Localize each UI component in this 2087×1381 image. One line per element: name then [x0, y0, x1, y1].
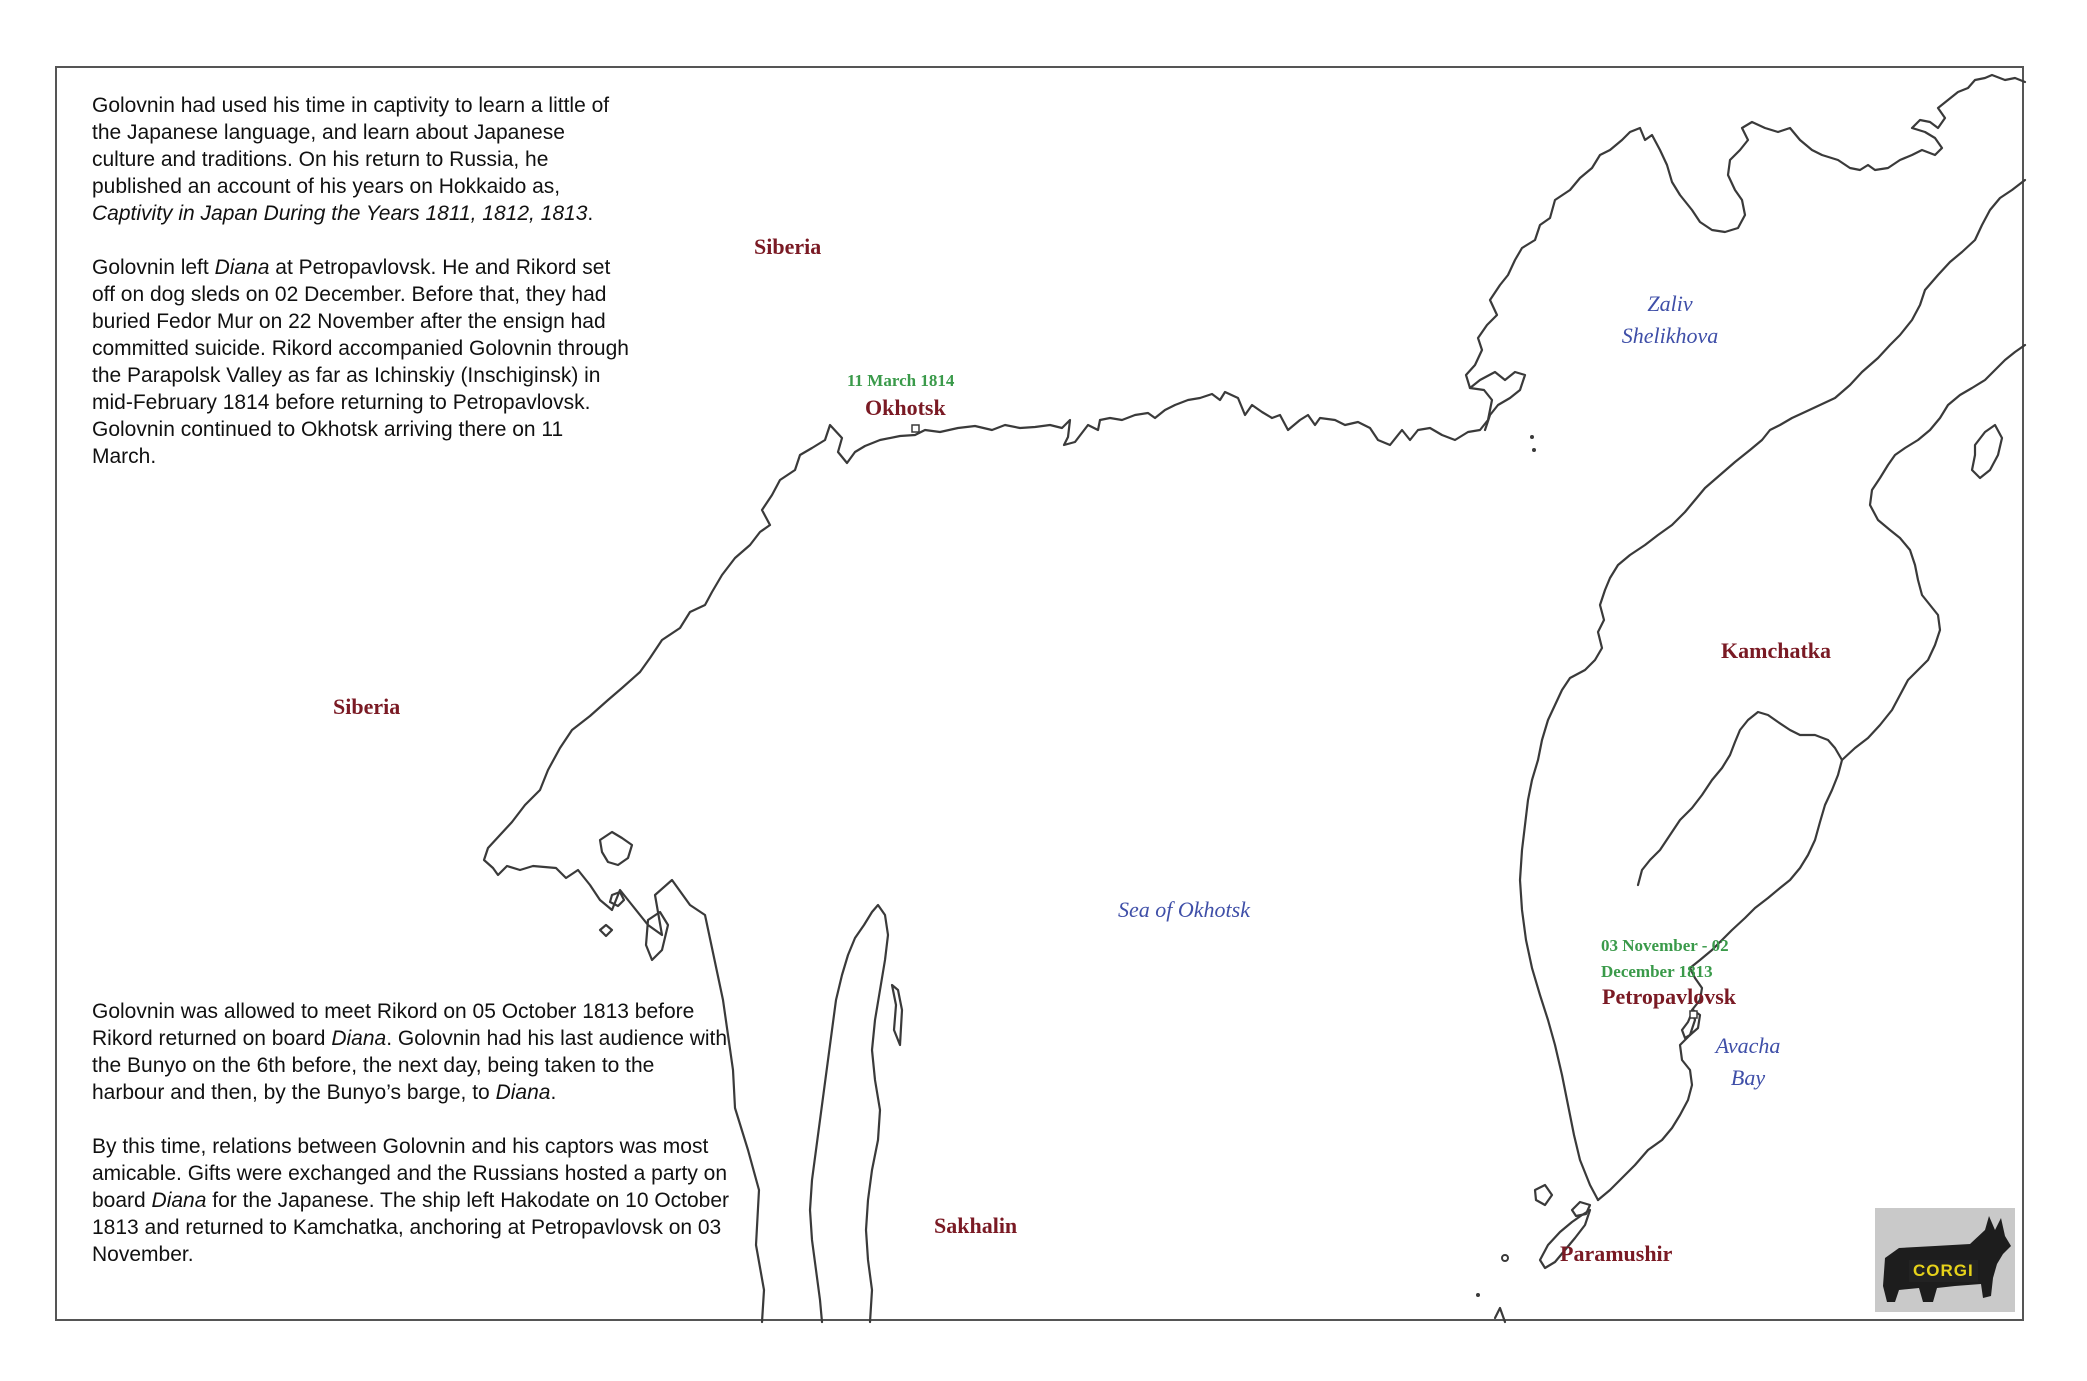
- paragraph-relations: By this time, relations between Golovnin and his captors was most amicable. Gifts were exchanged and the Russians hosted a party on board Diana for the Japanese. The ship left Hakodate on 10 October 1813 and returned to Kamchatka, anchoring at Petropavlovsk on 03 November.: [92, 1135, 730, 1266]
- small-island-2: [600, 925, 612, 936]
- narrative-bottom: [92, 998, 732, 1295]
- shumshu-island: [1572, 1202, 1590, 1216]
- kuril-island-2: [1495, 1308, 1505, 1322]
- label-kamchatka: Kamchatka: [1721, 638, 1831, 663]
- label-zaliv-shelikhova: Zaliv Shelikhova: [1621, 291, 1719, 348]
- label-sakhalin: Sakhalin: [934, 1213, 1018, 1238]
- small-island-3: [646, 912, 668, 960]
- corgi-logo: [1875, 1208, 2015, 1312]
- label-petropavlovsk: Petropavlovsk: [1602, 984, 1737, 1009]
- shantar-island: [600, 832, 632, 865]
- label-siberia-north: Siberia: [754, 234, 822, 259]
- label-avacha-bay: Avacha Bay: [1715, 1033, 1781, 1090]
- paragraph-captivity: Golovnin had used his time in captivity to learn a little of the Japanese language, and learn about Japanese culture and traditions. On his return to Russia, he published an account of his years on Hokkaido as, Captivity in Japan During the Years 1811, 1812, 1813.: [92, 94, 610, 225]
- label-sea-of-okhotsk: Sea of Okhotsk: [1118, 897, 1250, 922]
- label-okhotsk: Okhotsk: [865, 395, 946, 420]
- petropavlovsk-marker: [1690, 1011, 1697, 1018]
- paragraph-meeting-rikord: Golovnin was allowed to meet Rikord on 05 October 1813 before Rikord returned on board Diana. Golovnin had his last audience with the Bunyo on the 6th before, the next day, being taken to the harbour and then, by the Bunyo’s barge, to Diana.: [92, 1000, 728, 1104]
- label-okhotsk-date: 11 March 1814: [847, 371, 955, 390]
- label-siberia-west: Siberia: [333, 694, 401, 719]
- paragraph-dog-sleds: Golovnin left Diana at Petropavlovsk. He and Rikord set off on dog sleds on 02 December. Before that, they had buried Fedor Mur on 22 November after the ensign had committed suicide. Rikord accompanied Golovnin through the Parapolsk Valley as far as Ichinskiy (Inschiginsk) in mid-February 1814 before returning to Petropavlovsk. Golovnin continued to Okhotsk arriving there on 11 March.: [92, 256, 629, 468]
- kuril-island-small: [1535, 1185, 1552, 1205]
- narrative-top: [92, 92, 632, 497]
- kamchatka-northeast-coastline: [1842, 345, 2025, 760]
- sakhalin-coastline: [810, 905, 888, 1322]
- koni-peninsula-coastline: [1470, 372, 1525, 430]
- label-paramushir: Paramushir: [1560, 1241, 1673, 1266]
- label-petropavlovsk-date: 03 November - 02 December 1813: [1601, 936, 1729, 981]
- okhotsk-marker: [912, 425, 919, 432]
- logo-text: CORGI: [1909, 1260, 1978, 1282]
- karaginsky-island: [1972, 425, 2002, 478]
- sakhalin-lagoon: [892, 985, 902, 1045]
